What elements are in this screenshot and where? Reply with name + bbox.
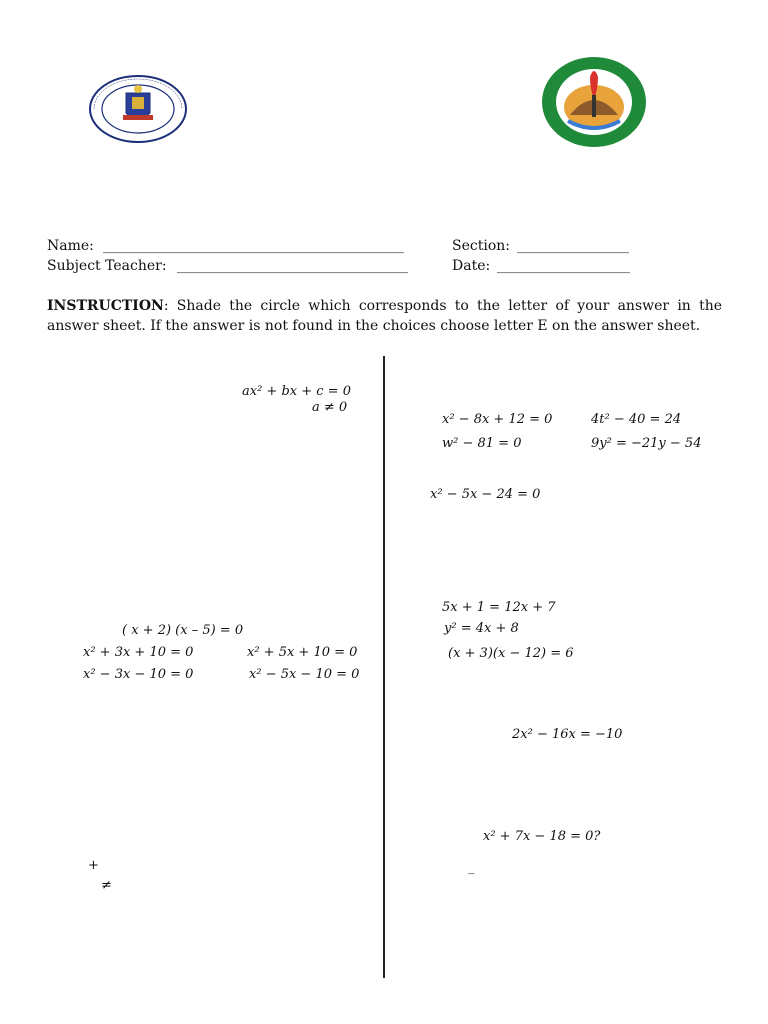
equation-3: w² − 81 = 0 <box>442 436 522 451</box>
linear-equation: 5x + 1 = 12x + 7 <box>442 600 556 615</box>
name-label: Name: <box>47 238 94 254</box>
choice-d: x² − 5x − 10 = 0 <box>249 667 360 682</box>
instruction-label: INSTRUCTION <box>47 298 164 314</box>
deped-seal-logo <box>88 75 188 143</box>
date-label: Date: <box>452 258 491 274</box>
product-equation: (x + 3)(x − 12) = 6 <box>448 646 574 661</box>
y-squared-equation: y² = 4x + 8 <box>444 621 519 636</box>
factor-equation: x² − 5x − 24 = 0 <box>430 487 541 502</box>
factored-equation: ( x + 2) (x – 5) = 0 <box>122 623 244 638</box>
equation-1: x² − 8x + 12 = 0 <box>442 412 553 427</box>
stray-dash-symbol: _ <box>468 860 475 875</box>
teacher-label: Subject Teacher: <box>47 258 167 274</box>
stray-neq-symbol: ≠ <box>101 878 112 893</box>
question-equation: x² + 7x − 18 = 0? <box>483 829 601 844</box>
instruction-text: : Shade the circle which corresponds to the letter of your answer in the answer sheet. If the answer is not found in the choices choose letter E on the answer sheet. <box>47 298 722 334</box>
date-field-line[interactable]: ___________________ <box>497 258 630 274</box>
column-divider <box>383 356 385 978</box>
stray-plus-symbol: + <box>88 858 99 873</box>
instruction-paragraph <box>47 296 722 336</box>
section-label: Section: <box>452 238 510 254</box>
section-field-line[interactable]: ________________ <box>517 238 629 254</box>
choice-c: x² − 3x − 10 = 0 <box>83 667 194 682</box>
choice-a: x² + 3x + 10 = 0 <box>83 645 194 660</box>
equation-2: 4t² − 40 = 24 <box>591 412 682 427</box>
davao-city-division-logo <box>540 55 648 149</box>
standard-form-equation: ax² + bx + c = 0 <box>242 384 351 399</box>
choice-b: x² + 5x + 10 = 0 <box>247 645 358 660</box>
equation-4: 9y² = −21y − 54 <box>591 436 702 451</box>
teacher-field-line[interactable]: _________________________________ <box>177 258 408 274</box>
nonzero-condition: a ≠ 0 <box>312 400 348 415</box>
name-field-line[interactable]: ___________________________________________ <box>103 238 404 254</box>
quadratic-equation: 2x² − 16x = −10 <box>512 727 623 742</box>
